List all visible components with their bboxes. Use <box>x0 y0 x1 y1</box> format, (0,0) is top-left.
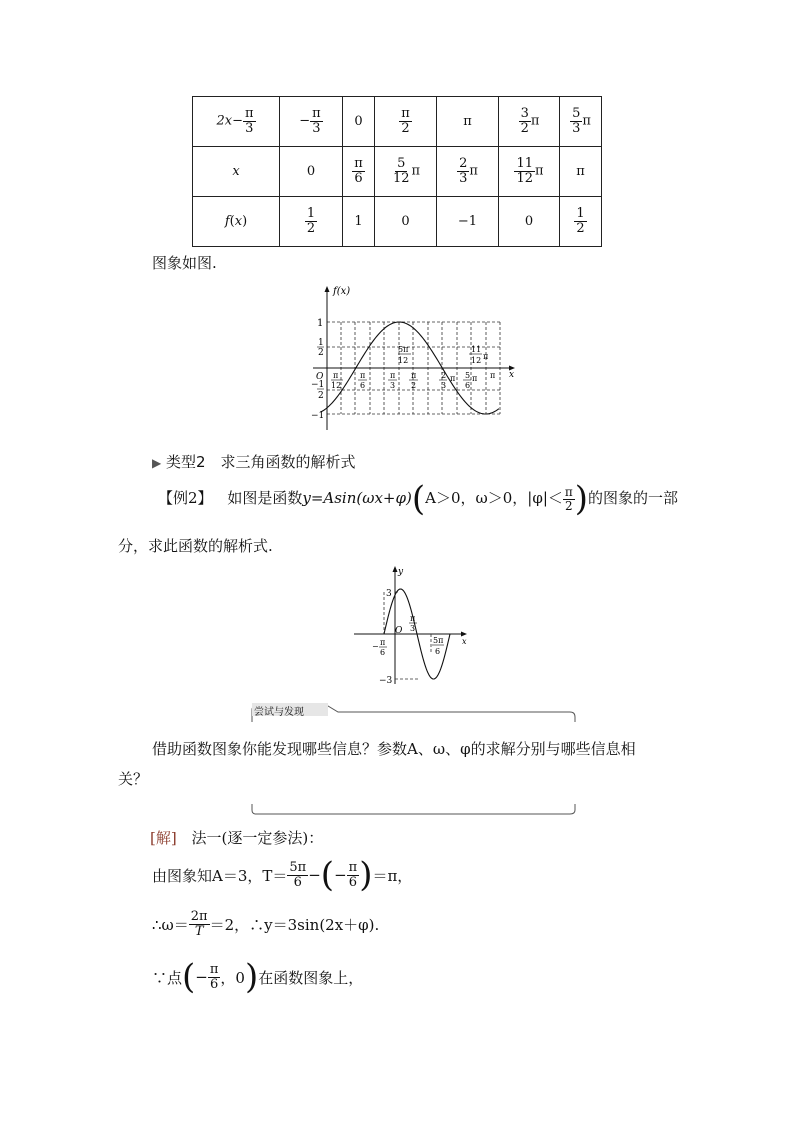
y-axis-arrow-icon <box>325 286 330 292</box>
play-icon: ▶ <box>152 456 162 470</box>
x-tick-labels <box>372 614 444 657</box>
discover-box-frame <box>248 702 580 818</box>
svg-text:3: 3 <box>441 381 447 390</box>
x-axis-label: x <box>462 637 467 646</box>
svg-text:π: π <box>380 638 386 647</box>
svg-text:3: 3 <box>390 381 396 390</box>
graph-example-2 <box>352 562 474 688</box>
svg-text:2: 2 <box>318 348 324 358</box>
svg-text:5π: 5π <box>433 636 444 645</box>
cell: $\frac{\pi}{2}$ <box>375 97 437 147</box>
svg-text:2: 2 <box>441 371 447 380</box>
example-formula: y=Asin(ωx+φ) <box>302 489 412 507</box>
section-title: 类型2 求三角函数的解析式 <box>166 453 356 471</box>
cell: $\frac{\pi}{6}$ <box>343 147 375 197</box>
solution-tag: [解] <box>150 829 177 847</box>
example-line-1: 【例2】 如图是函数y=Asin(ωx+φ)(A＞0，ω＞0，|φ|＜ $\frac{\pi}{2}$ )的图象的一部 <box>158 479 679 519</box>
row-label-2x-minus-pi-3: 2x− $\frac{\pi}{3}$ <box>193 97 280 147</box>
cell: $\frac{1}{2}$ <box>560 197 602 247</box>
cell: $\frac{11}{12}$ π <box>499 147 560 197</box>
svg-text:11: 11 <box>471 345 482 354</box>
svg-text:π: π <box>472 374 478 383</box>
cell: −1 <box>437 197 499 247</box>
origin-label: O <box>316 372 324 382</box>
solution-line-3: ∵点 ( − $\frac{\pi}{6}$ ，0 ) 在函数图象上， <box>152 957 364 997</box>
discover-text-2: 关？ <box>118 770 149 788</box>
discover-label: 尝试与发现 <box>254 707 304 718</box>
caption-graph-shown: 图象如图. <box>152 254 217 272</box>
cell: 0 <box>343 97 375 147</box>
tick-label-half: 1 <box>318 338 324 348</box>
tick-label-neg-half: −1 <box>311 380 325 390</box>
tick-label-1: 1 <box>317 318 324 329</box>
example-tag: 【例2】 <box>158 489 213 507</box>
svg-text:π: π <box>390 371 396 380</box>
example-intro: 如图是函数 <box>227 489 303 507</box>
svg-text:12: 12 <box>331 381 342 390</box>
solution-header <box>150 827 323 848</box>
svg-text:12: 12 <box>471 356 482 365</box>
solution-line-2: ∴ω＝ $\frac{2\pi}{T}$ ＝2，∴y＝3sin(2x＋φ). <box>152 909 380 939</box>
svg-text:π: π <box>483 352 489 361</box>
x-axis-label: x <box>509 370 515 380</box>
example-conditions: A＞0，ω＞0，|φ|＜ <box>425 489 563 507</box>
cell: − $\frac{\pi}{3}$ <box>280 97 343 147</box>
example-line-2: 分，求此函数的解析式. <box>118 537 273 555</box>
cell: π <box>560 147 602 197</box>
svg-text:π: π <box>360 371 366 380</box>
solution-method: 法一(逐一定参法)： <box>191 829 324 847</box>
cell: 0 <box>375 197 437 247</box>
svg-text:12: 12 <box>398 356 409 365</box>
section-header <box>152 451 356 472</box>
svg-text:π: π <box>490 371 496 380</box>
discover-text-1: 借助函数图象你能发现哪些信息？参数A、ω、φ的求解分别与哪些信息相 <box>152 740 636 758</box>
cell: π <box>437 97 499 147</box>
tick-label-neg-3: −3 <box>379 676 393 686</box>
cell: 1 <box>343 197 375 247</box>
solution-line-1: 由图象知A＝3，T＝ $\frac{5\pi}{6}$ − ( − $\frac{\pi}{6}$ ) ＝π， <box>152 855 413 895</box>
svg-text:6: 6 <box>435 647 441 656</box>
value-table <box>192 96 602 247</box>
row-label-x: x <box>193 147 280 197</box>
svg-text:−: − <box>372 642 379 651</box>
table-row <box>193 147 602 197</box>
svg-text:2: 2 <box>318 391 324 401</box>
svg-text:5π: 5π <box>398 345 409 354</box>
x-axis-arrow-icon <box>461 632 467 637</box>
svg-text:6: 6 <box>360 381 366 390</box>
svg-text:3: 3 <box>410 624 416 633</box>
cell: $\frac{3}{2}$ π <box>499 97 560 147</box>
cell: 0 <box>280 147 343 197</box>
cell: $\frac{5}{3}$ π <box>560 97 602 147</box>
cell: $\frac{1}{2}$ <box>280 197 343 247</box>
tick-label-neg-1: −1 <box>311 411 325 421</box>
origin-label: O <box>395 626 403 636</box>
cell: $\frac{5}{12}$ π <box>375 147 437 197</box>
svg-text:6: 6 <box>465 381 471 390</box>
graph-fx <box>305 282 525 432</box>
svg-text:π: π <box>411 371 417 380</box>
y-axis-label: f(x) <box>333 286 351 297</box>
svg-text:5: 5 <box>465 371 471 380</box>
example-suffix: 的图象的一部 <box>588 489 679 507</box>
cell: $\frac{2}{3}$ π <box>437 147 499 197</box>
svg-text:π: π <box>333 371 339 380</box>
cell: 0 <box>499 197 560 247</box>
table-row <box>193 97 602 147</box>
svg-text:π: π <box>410 614 416 623</box>
tick-label-3: 3 <box>386 589 392 599</box>
svg-text:π: π <box>450 374 456 383</box>
svg-text:6: 6 <box>380 648 386 657</box>
table-row <box>193 197 602 247</box>
svg-text:2: 2 <box>411 381 417 390</box>
row-label-fx: f(x) <box>193 197 280 247</box>
y-axis-arrow-icon <box>393 566 398 572</box>
y-axis-label: y <box>398 567 404 577</box>
